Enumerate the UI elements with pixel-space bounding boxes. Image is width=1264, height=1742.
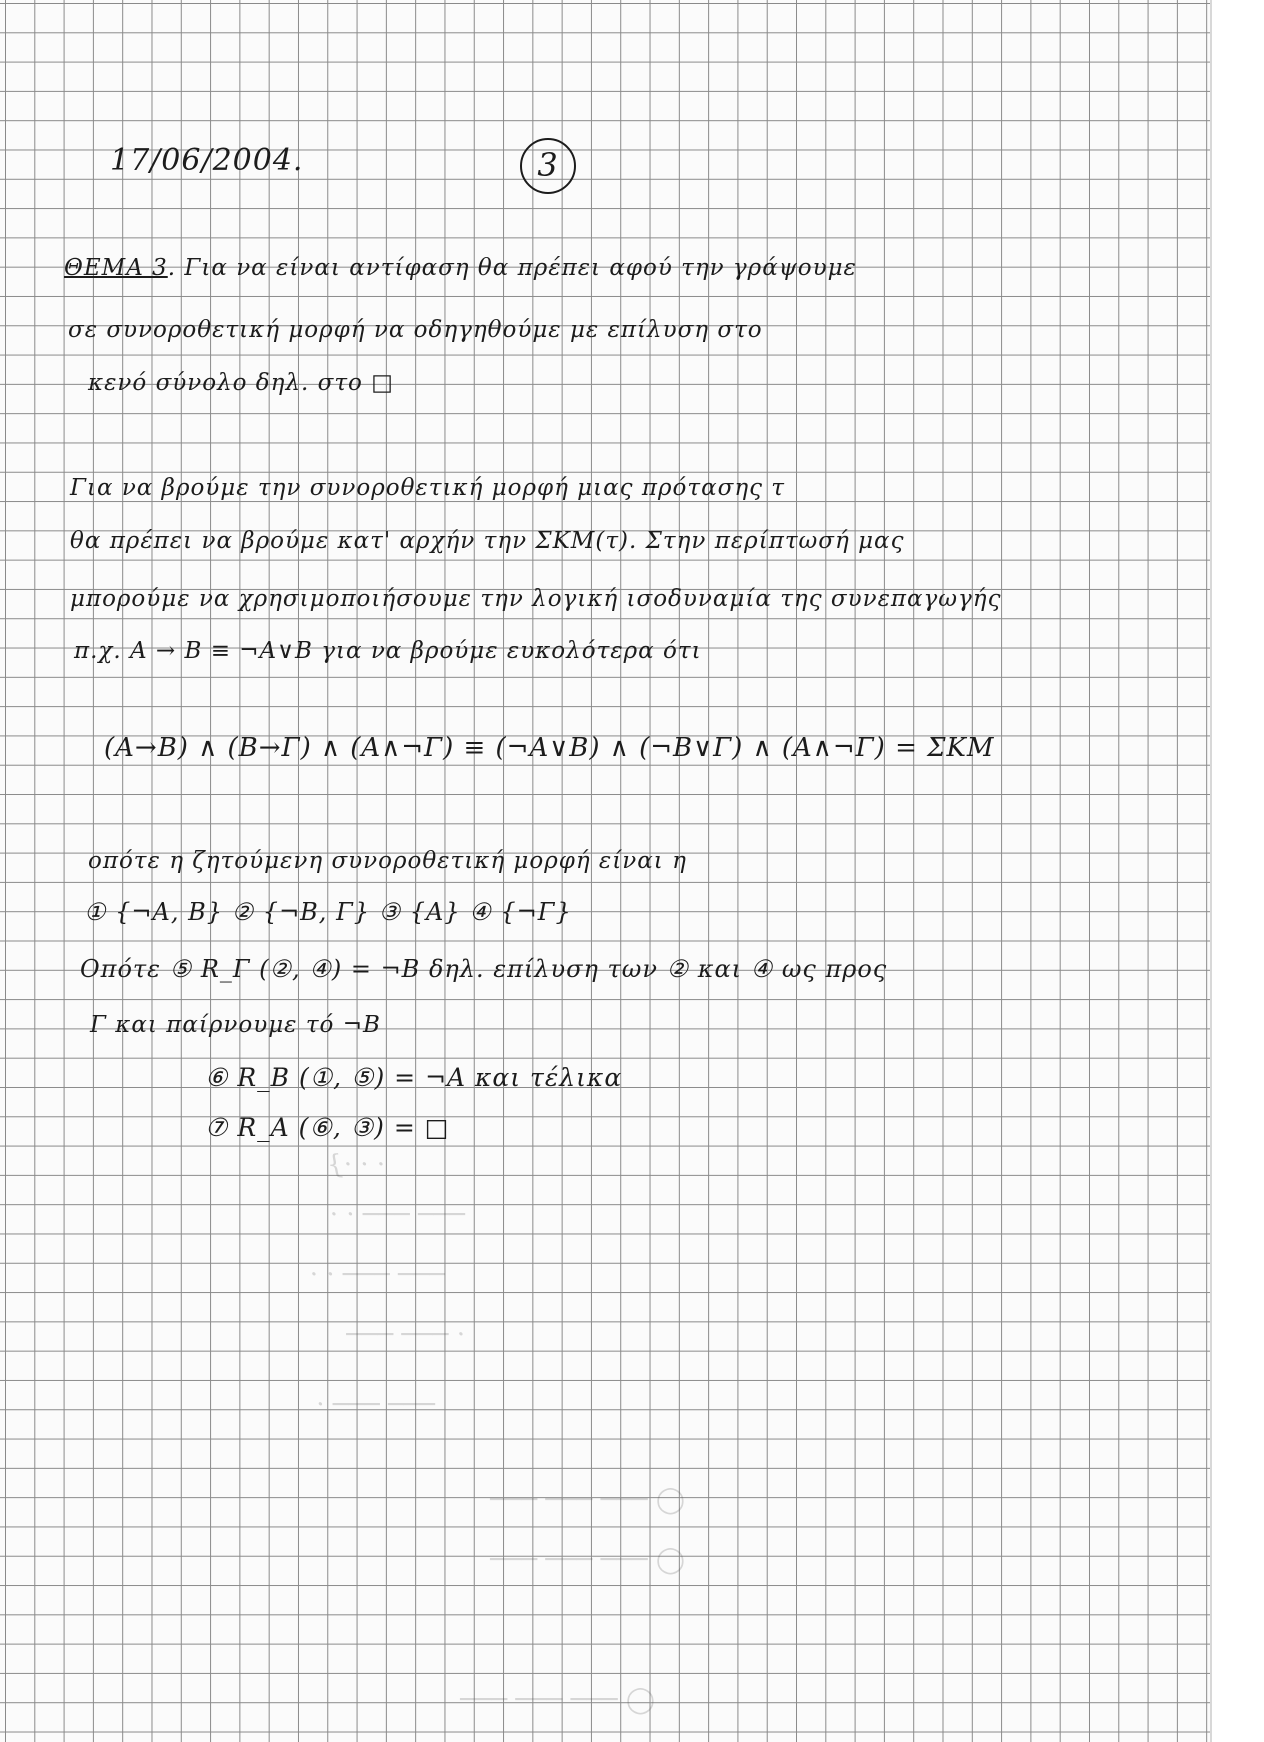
- text-line-1-rest: . Για να είναι αντίφαση θα πρέπει αφού την γράψουμε: [167, 255, 857, 281]
- text-line-3: κενό σύνολο δηλ. στο □: [88, 370, 394, 396]
- resolution-step-7: ⑦ R_Α (⑥, ③) = □: [205, 1113, 450, 1142]
- text-line-7: π.χ. Α → Β ≡ ¬Α∨Β για να βρούμε ευκολότερα ότι: [74, 638, 702, 664]
- date: 17/06/2004.: [110, 143, 304, 178]
- formula-line: (Α→Β) ∧ (Β→Γ) ∧ (Α∧¬Γ) ≡ (¬Α∨Β) ∧ (¬Β∨Γ) ∧ (Α∧¬Γ) = ΣΚΜ: [104, 733, 995, 763]
- text-line-1: [64, 255, 857, 281]
- resolution-step-6: ⑥ R_Β (①, ⑤) = ¬Α και τέλικα: [205, 1063, 623, 1092]
- clause-list: ① {¬Α, Β} ② {¬Β, Γ} ③ {Α} ④ {¬Γ}: [84, 898, 572, 926]
- resolution-step-5: Οπότε ⑤ R_Γ (②, ④) = ¬Β δηλ. επίλυση των ② και ④ ως προς: [80, 955, 888, 983]
- text-line-4: Για να βρούμε την συνοροθετική μορφή μιας πρότασης τ: [70, 475, 786, 501]
- text-line-2: σε συνοροθετική μορφή να οδηγηθούμε με επίλυση στο: [68, 317, 763, 343]
- page-number: 3: [520, 138, 576, 194]
- text-line-5: θα πρέπει να βρούμε κατ' αρχήν την ΣΚΜ(τ). Στην περίπτωσή μας: [70, 528, 905, 554]
- text-line-6: μπορούμε να χρησιμοποιήσουμε την λογική ισοδυναμία της συνεπαγωγής: [70, 586, 1002, 612]
- text-line-9: οπότε η ζητούμενη συνοροθετική μορφή είναι η: [88, 848, 687, 874]
- text-line-12: Γ και παίρνουμε τό ¬Β: [90, 1012, 381, 1038]
- bleed-through-marks: · · ·} ─── ─── · · ─── ─── · · · ─── ─── ─── ─── · ◯ ─── ─── ─── ◯ ─── ─── ─── ◯ ─── ─── ───: [309, 1150, 685, 1715]
- problem-heading: ΘΕΜΑ 3: [64, 255, 168, 281]
